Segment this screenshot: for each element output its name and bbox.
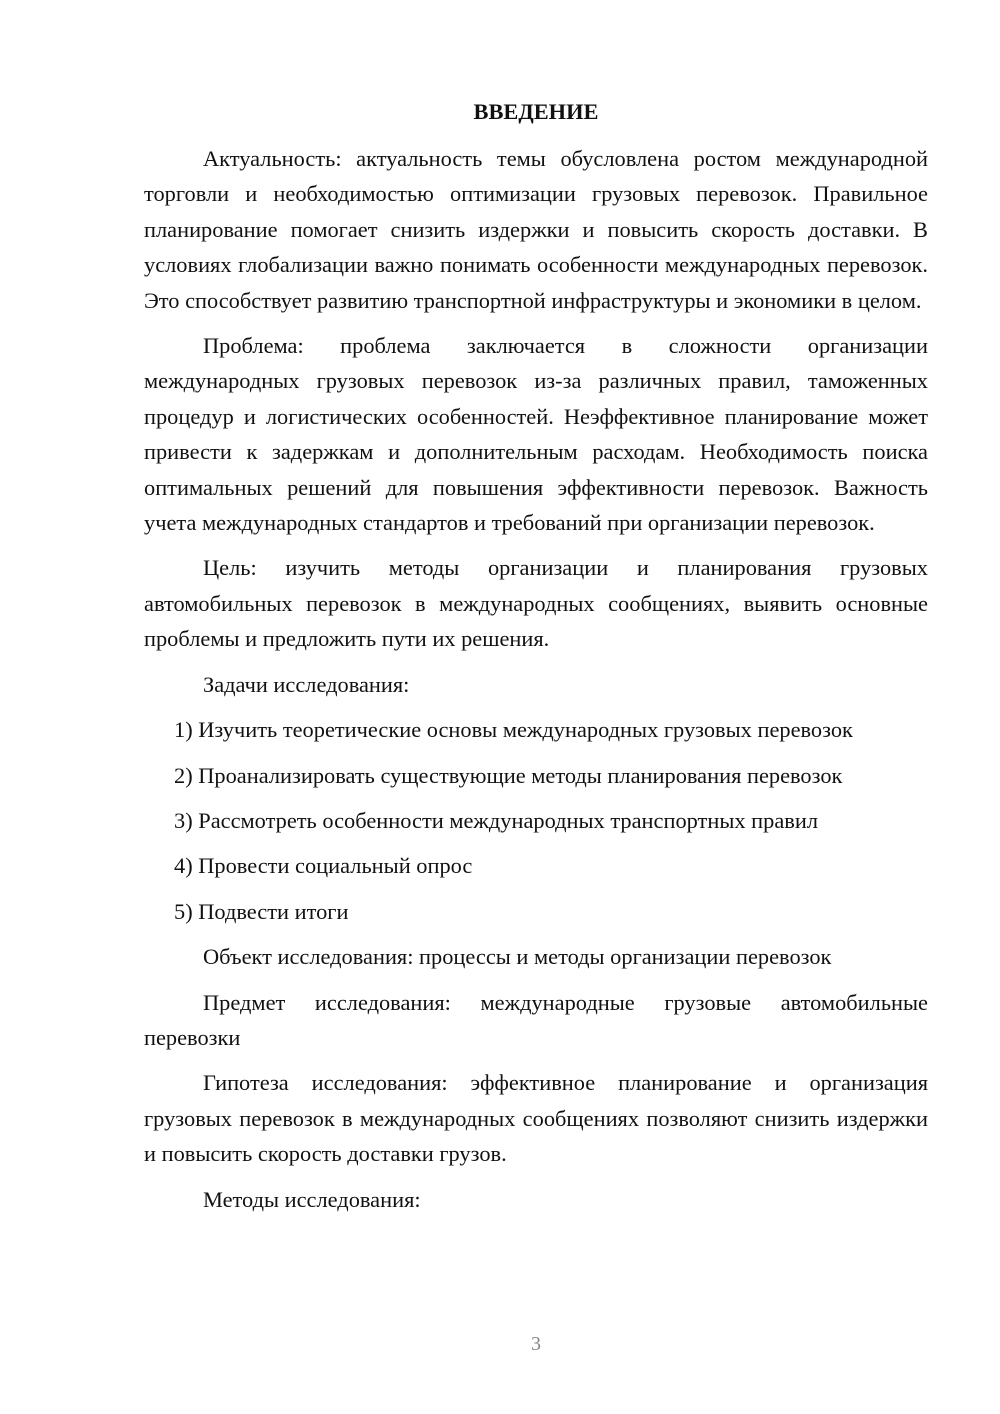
tasks-list <box>144 712 928 929</box>
list-item: 5) Подвести итоги <box>174 898 349 924</box>
page-content <box>144 94 928 1227</box>
list-item: 4) Провести социальный опрос <box>174 853 473 879</box>
list-item: 1) Изучить теоретические основы международных грузовых перевозок <box>174 717 853 743</box>
paragraph-subject: Предмет исследования: международные грузовые автомобильные перевозки <box>144 989 928 1050</box>
list-item: 3) Рассмотреть особенности международных транспортных правил <box>174 807 818 833</box>
paragraph-relevance: Актуальность: актуальность темы обусловлена ростом международной торговли и необходимостью оптимизации грузовых перевозок. Правильное планирование помогает снизить издержки и повысить скорость доставки. В условиях глобализации важно понимать особенности международных перевозок. Это способствует развитию транспортной инфраструктуры и экономики в целом. <box>144 146 928 313</box>
page-title: ВВЕДЕНИЕ <box>473 99 599 124</box>
paragraph-problem: Проблема: проблема заключается в сложности организации международных грузовых перевозок из-за различных правил, таможенных процедур и логистических особенностей. Неэффективное планирование может привести к задержкам и дополнительным расходам. Необходимость поиска оптимальных решений для повышения эффективности перевозок. Важность учета международных стандартов и требований при организации перевозок. <box>144 333 928 536</box>
methods-heading: Методы исследования: <box>203 1186 421 1212</box>
page-number: 3 <box>531 1333 541 1355</box>
tasks-heading: Задачи исследования: <box>203 671 410 697</box>
paragraph-hypothesis: Гипотеза исследования: эффективное планирование и организация грузовых перевозок в международных сообщениях позволяют снизить издержки и повысить скорость доставки грузов. <box>144 1070 928 1167</box>
paragraph-goal: Цель: изучить методы организации и планирования грузовых автомобильных перевозок в международных сообщениях, выявить основные проблемы и предложить пути их решения. <box>144 555 928 652</box>
paragraph-object: Объект исследования: процессы и методы организации перевозок <box>203 944 832 970</box>
list-item: 2) Проанализировать существующие методы планирования перевозок <box>174 762 843 788</box>
